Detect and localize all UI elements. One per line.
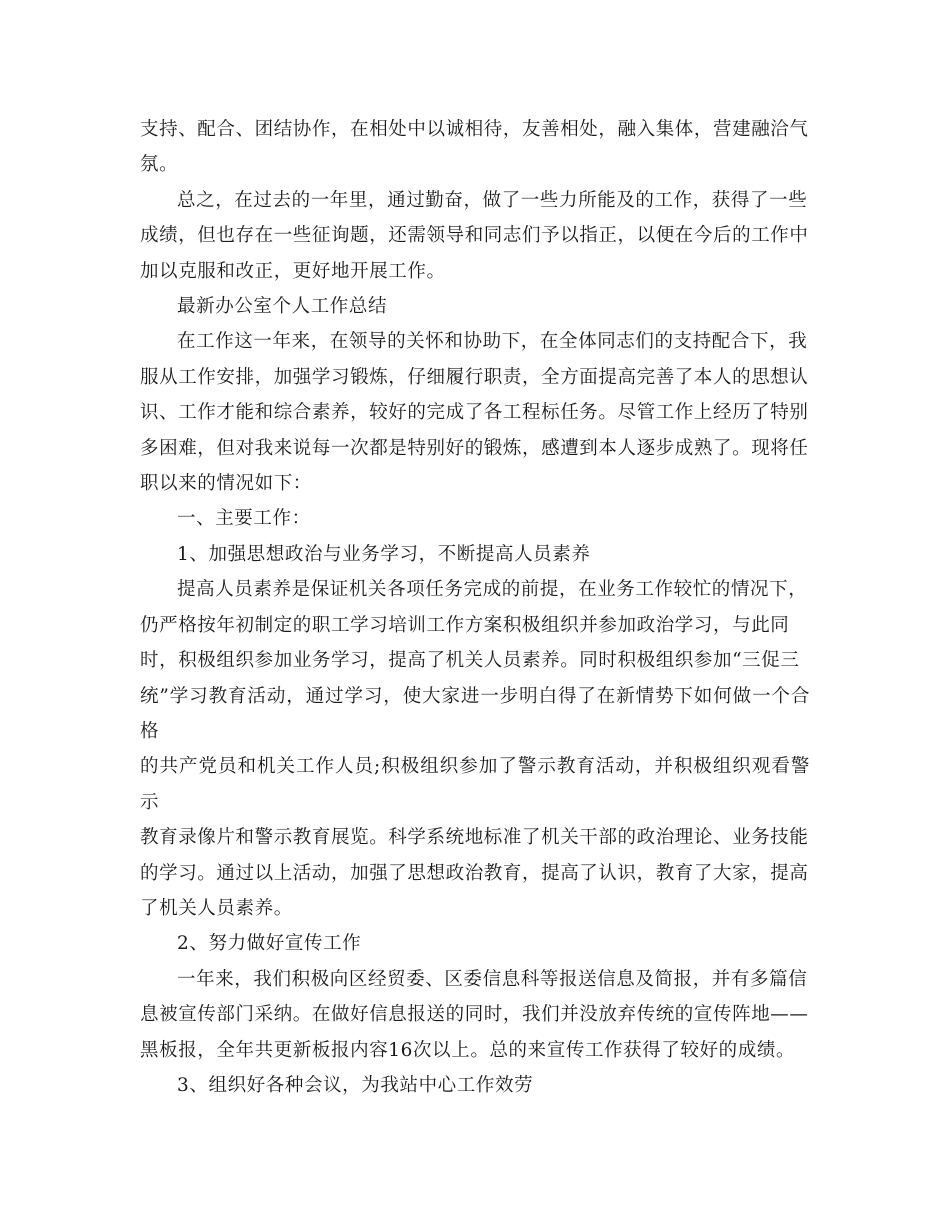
- text-line: 职以来的情况如下：: [140, 473, 312, 495]
- text-line: 的学习。通过以上活动，加强了思想政治教育，提高了认识，教育了大家，提高: [140, 862, 809, 884]
- paragraph: [140, 572, 810, 926]
- paragraph: [140, 289, 810, 324]
- paragraph: [140, 501, 810, 536]
- text-line: 最新办公室个人工作总结: [177, 296, 388, 318]
- text-line: 统”学习教育活动，通过学习，使大家进一步明白得了在新情势下如何做一个合格: [140, 685, 810, 742]
- text-line: 加以克服和改正，更好地开展工作。: [140, 260, 446, 282]
- text-line: 1、加强思想政治与业务学习，不断提高人员素养: [177, 543, 591, 565]
- text-line: 黑板报，全年共更新板报内容16次以上。总的来宣传工作获得了较好的成绩。: [140, 1039, 796, 1061]
- text-line: 了机关人员素养。: [140, 897, 293, 919]
- text-line: 氛。: [140, 154, 179, 176]
- text-line: 提高人员素养是保证机关各项任务完成的前提，在业务工作较忙的情况下，: [177, 579, 808, 601]
- paragraph: [140, 183, 810, 289]
- text-line: 一年来，我们积极向区经贸委、区委信息科等报送信息及简报，并有多篇信: [177, 968, 808, 990]
- text-line: 2、努力做好宣传工作: [177, 933, 362, 955]
- text-line: 多困难，但对我来说每一次都是特别好的锻炼，感遭到本人逐步成熟了。现将任: [140, 437, 809, 459]
- paragraph: [140, 537, 810, 572]
- document-body: [140, 112, 810, 1103]
- text-line: 在工作这一年来，在领导的关怀和协助下，在全体同志们的支持配合下，我: [177, 331, 808, 353]
- text-line: 仍严格按年初制定的职工学习培训工作方案积极组织并参加政治学习，与此同: [140, 614, 790, 636]
- text-line: 识、工作才能和综合素养，较好的完成了各工程标任务。尽管工作上经历了特别: [140, 402, 809, 424]
- text-line: 3、组织好各种会议，为我站中心工作效劳: [177, 1074, 534, 1096]
- text-line: 支持、配合、团结协作，在相处中以诚相待，友善相处，融入集体，营建融洽气: [140, 119, 809, 140]
- text-line: 教育录像片和警示教育展览。科学系统地标准了机关干部的政治理论、业务技能: [140, 827, 809, 849]
- paragraph: [140, 324, 810, 501]
- text-line: 的共产党员和机关工作人员;积极组织参加了警示教育活动，并积极组织观看警示: [140, 756, 810, 813]
- paragraph: [140, 962, 810, 1068]
- paragraph: [140, 112, 810, 183]
- text-line: 服从工作安排，加强学习锻炼，仔细履行职责，全方面提高完善了本人的思想认: [140, 366, 809, 388]
- text-line: 时，积极组织参加业务学习，提高了机关人员素养。同时积极组织参加“三促三: [140, 650, 800, 672]
- text-line: 总之，在过去的一年里，通过勤奋，做了一些力所能及的工作，获得了一些: [177, 189, 808, 211]
- text-line: 一、主要工作：: [177, 508, 311, 530]
- text-line: 息被宣传部门采纳。在做好信息报送的同时，我们并没放弃传统的宣传阵地——: [140, 1004, 809, 1026]
- text-line: 成绩，但也存在一些征询题，还需领导和同志们予以指正，以便在今后的工作中: [140, 225, 809, 247]
- paragraph: [140, 926, 810, 961]
- paragraph: [140, 1068, 810, 1103]
